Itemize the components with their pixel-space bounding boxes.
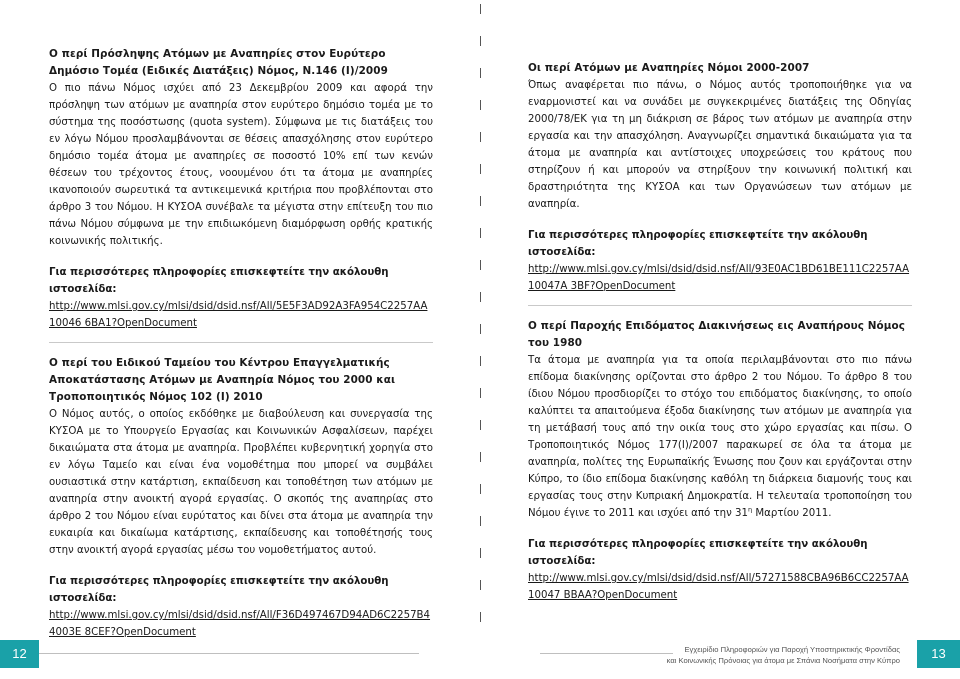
footer-title-line1: Εγχειρίδιο Πληροφοριών για Παροχή Υποστηρικτικής Φροντίδας — [684, 645, 900, 654]
gutter-dash — [480, 292, 481, 302]
gutter-dash — [480, 580, 481, 590]
gutter-dash — [480, 612, 481, 622]
gutter-dash — [480, 388, 481, 398]
section-body-quota-law — [49, 80, 433, 250]
more-info-label: Για περισσότερες πληροφορίες επισκεφτείτε την ακόλουθη ιστοσελίδα: — [528, 230, 868, 258]
gutter-dash — [480, 452, 481, 462]
gutter-dash — [480, 164, 481, 174]
section-title-quota-law: Ο περί Πρόσληψης Ατόμων με Αναπηρίες στον Ευρύτερο Δημόσιο Τομέα (Ειδικές Διατάξεις) Νόμος, Ν.146 (Ι)/2009 — [49, 48, 388, 77]
left-column — [49, 46, 433, 641]
section-divider — [528, 305, 912, 306]
gutter-dash — [480, 548, 481, 558]
more-info-link[interactable]: http://www.mlsi.gov.cy/mlsi/dsid/dsid.nsf/All/5E5F3AD92A3FA954C2257AA10046 6BA1?OpenDocument — [49, 301, 428, 329]
footer-rule-right — [540, 653, 673, 654]
right-column — [528, 60, 912, 604]
section-body-quota-law-part2: Σύμφωνα με τις διατάξεις του εν λόγω Νόμου προσλαμβάνονται σε θέσεις απασχόλησης στον ευρύτερο δημόσιο τομέα άτομα με αναπηρίες σε ποσοστό 10% επί των κενών θέσεων του τρέχοντος έτους, νοουμένου ότι τα άτομα με αναπηρίες ικανοποιούν σωρευτικά τα αντικειμενικά κριτήρια που προβλέπονται στο άρθρο 3 του Νόμου. Η ΚΥΣΟΑ συνέβαλε τα μέγιστα στην επίτευξη του πιο πάνω Νόμου σύμφωνα με την επιδιωκόμενη διαμόρφωση ορθής κρατικής κοινωνικής πολιτικής. — [49, 117, 433, 247]
gutter-dash — [480, 36, 481, 46]
more-info-link[interactable]: http://www.mlsi.gov.cy/mlsi/dsid/dsid.nsf/All/57271588CBA96B6CC2257AA10047 BBAA?OpenDocument — [528, 573, 909, 601]
gutter-dash — [480, 324, 481, 334]
page-number-left: 12 — [0, 640, 39, 668]
section-body-mobility-part2: Μαρτίου 2011. — [752, 508, 832, 519]
section-body-quota-law-part1: Ο πιο πάνω Νόμος ισχύει από 23 Δεκεμβρίου 2009 και αφορά την πρόσληψη των ατόμων με αναπηρία στον ευρύτερο δημόσιο τομέα με το σύστημα της ποσόστωσης (quota system). — [49, 83, 433, 128]
date-superscript: η — [747, 505, 753, 514]
more-info-label: Για περισσότερες πληροφορίες επισκεφτείτε την ακόλουθη ιστοσελίδα: — [49, 576, 389, 604]
gutter-dash — [480, 260, 481, 270]
gutter-dash — [480, 516, 481, 526]
footer-rule-left — [39, 653, 419, 654]
gutter-dash — [480, 356, 481, 366]
section-body-mobility-part1: Τα άτομα με αναπηρία για τα οποία περιλαμβάνονται στο πιο πάνω επίδομα διακίνησης ορίζονται στο άρθρο 2 του Νόμου. Το άρθρο 8 του ίδιου Νόμου προσδιορίζει το στόχο του επιδόματος διακίνησης, το οποίο καλύπτει τα απαιτούμενα έξοδα διακίνησης των ατόμων με αναπηρία για τη μετάβασή τους από την οικία τους στο χώρο εργασίας και πίσω. Ο Τροποποιητικός Νόμος 177(Ι)/2007 παρακωρεί σε όλα τα άτομα με αναπηρία, πολίτες της Ευρωπαϊκής Ένωσης που ζουν και εργάζονται στην Κύπρο, το ίδιο επίδομα διακίνησης καθόλη τη διάρκεια διαμονής τους και εργασίας τους στην Κυπριακή Δημοκρατία. Η τελευταία τροποποίηση του Νόμου έγινε το 2011 και ισχύει από την 31 — [528, 355, 912, 519]
gutter-dash — [480, 420, 481, 430]
section-body-special-fund-law: Ο Νόμος αυτός, ο οποίος εκδόθηκε με διαβούλευση και συνεργασία της ΚΥΣΟΑ με το Υπουργείο Εργασίας και Κοινωνικών Ασφαλίσεων, παρέχει δικαιώματα στα άτομα με αναπηρία. Προβλέπει κυβερνητική χορηγία στο εν λόγω Ταμείο και είναι ένα νομοθέτημα που μπορεί να συμβάλει ουσιαστικά στην κατάρτιση, εκπαίδευση και τοποθέτηση των ατόμων με αναπηρία στην ανοικτή αγορά εργασίας. Ο σκοπός της αναπηρίας στο άρθρο 2 του Νόμου είναι ευρύτατος και δίνει στα άτομα με αναπηρία την ευκαιρία και δικαίωμα κατάρτισης, εκπαίδευσης και τοποθέτησής τους στην ανοικτή αγορά εργασίας μέσω του νομοθετήματος αυτού. — [49, 409, 433, 556]
gutter-dash — [480, 100, 481, 110]
gutter-dash — [480, 228, 481, 238]
section-title-mobility-allowance-law: Ο περί Παροχής Επιδόματος Διακινήσεως εις Αναπήρους Νόμος του 1980 — [528, 320, 905, 349]
section-body-disabilities-laws: Όπως αναφέρεται πιο πάνω, ο Νόμος αυτός τροποποιήθηκε για να εναρμονιστεί και να συνάδει με συγκεκριμένες διατάξεις της Οδηγίας 2000/78/ΕΚ για τη μη διάκριση σε βάρος των ατόμων με αναπηρία στην εργασία και την απασχόληση. Αναγνωρίζει σημαντικά δικαιώματα για τα άτομα με αναπηρία και αντίστοιχες υποχρεώσεις του κράτους που στηρίζουν ή και μπορούν να στηρίξουν την κοινωνική πολιτική και δραστηριότητα της ΚΥΣΟΑ και των Οργανώσεων των ατόμων με αναπηρία. — [528, 80, 912, 210]
footer-publication-title — [660, 644, 900, 666]
gutter-dash — [480, 68, 481, 78]
center-gutter-line — [480, 0, 481, 640]
section-divider — [49, 342, 433, 343]
more-info-label: Για περισσότερες πληροφορίες επισκεφτείτε την ακόλουθη ιστοσελίδα: — [49, 267, 389, 295]
gutter-dash — [480, 484, 481, 494]
section-title-special-fund-law: Ο περί του Ειδικού Ταμείου του Κέντρου Επαγγελματικής Αποκατάστασης Ατόμων με Αναπηρία Νόμος του 2000 και Τροποποιητικός Νόμος 102 (Ι) 2010 — [49, 357, 396, 403]
page-number-right: 13 — [917, 640, 960, 668]
section-title-disabilities-laws: Οι περί Ατόμων με Αναπηρίες Νόμοι 2000-2007 — [528, 62, 810, 74]
gutter-dash — [480, 4, 481, 14]
section-body-mobility-allowance-law — [528, 352, 912, 522]
more-info-link[interactable]: http://www.mlsi.gov.cy/mlsi/dsid/dsid.nsf/All/93E0AC1BD61BE111C2257AA10047A 3BF?OpenDocument — [528, 264, 910, 292]
gutter-dash — [480, 196, 481, 206]
footer-title-line2: και Κοινωνικής Πρόνοιας για άτομα με Σπάνια Νοσήματα στην Κύπρο — [666, 656, 900, 665]
gutter-dash — [480, 132, 481, 142]
more-info-link[interactable]: http://www.mlsi.gov.cy/mlsi/dsid/dsid.nsf/All/F36D497467D94AD6C2257B44003E 8CEF?OpenDocument — [49, 610, 431, 638]
more-info-label: Για περισσότερες πληροφορίες επισκεφτείτε την ακόλουθη ιστοσελίδα: — [528, 539, 868, 567]
